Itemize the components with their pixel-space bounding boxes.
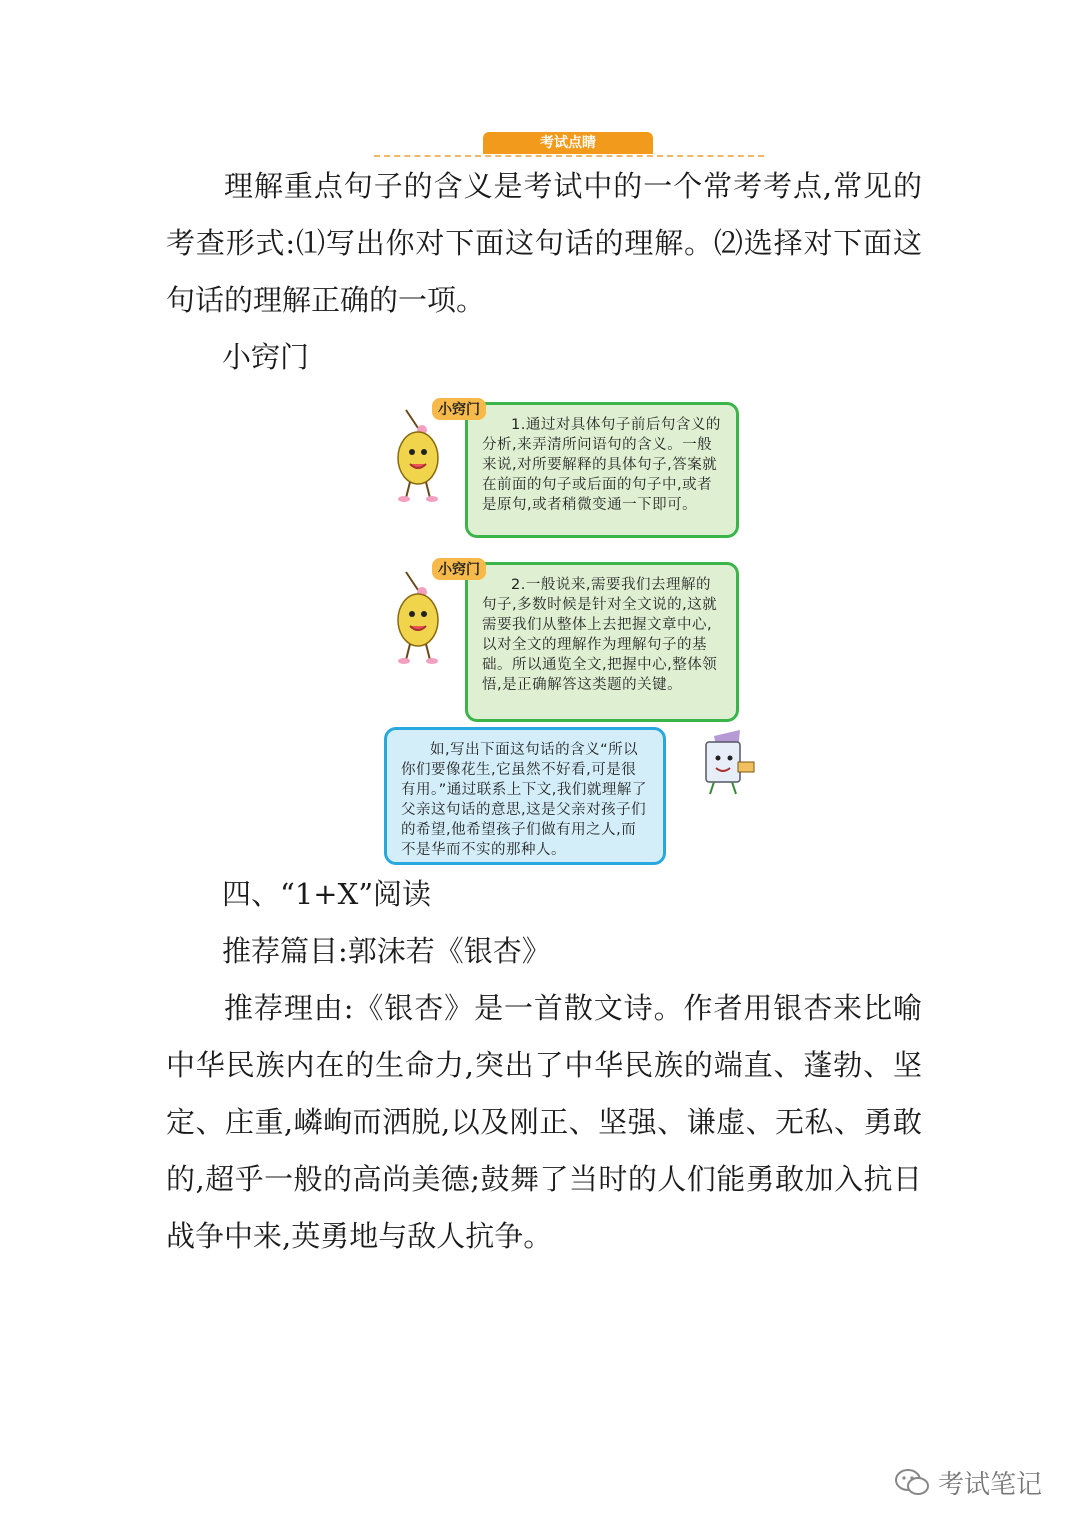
tip-box-1: [465, 402, 739, 538]
pear-mascot-icon: [388, 408, 456, 504]
tips-heading: 小窍门: [222, 340, 310, 374]
tip-1-badge: 小窍门: [432, 398, 486, 420]
section-4-title: 四、“1+X”阅读: [222, 877, 432, 911]
recommend-title: 推荐篇目:郭沫若《银杏》: [222, 934, 551, 968]
example-text: 如,写出下面这句话的含义“所以你们要像花生,它虽然不好看,可是很有用。”通过联系上下文,我们就理解了父亲这句话的意思,这是父亲对孩子们的希望,他希望孩子们做有用之人,而不是华而不实的那种人。: [401, 742, 647, 858]
tip-2-text: 2.一般说来,需要我们去理解的句子,多数时候是针对全文说的,这就需要我们从整体上去把握文章中心,以对全文的理解作为理解句子的基础。所以通览全文,把握中心,整体领悟,是正确解答这类题的关键。: [482, 577, 718, 693]
tip-2-badge: 小窍门: [432, 558, 486, 580]
tag-divider: [374, 155, 764, 157]
footer-label: 考试笔记: [937, 1470, 1042, 1500]
tip-box-2: [465, 562, 739, 722]
tip-1-text: 1.通过对具体句子前后句含义的分析,来弄清所问语句的含义。一般来说,对所要解释的具体句子,答案就在前面的句子或后面的句子中,或者是原句,或者稍微变通一下即可。: [482, 417, 721, 513]
book-mascot-icon: [694, 728, 756, 798]
example-box: [384, 727, 666, 865]
wechat-icon: [894, 1468, 930, 1498]
recommend-reason: 推荐理由:《银杏》是一首散文诗。作者用银杏来比喻中华民族内在的生命力,突出了中华民族的端直、蓬勃、坚定、庄重,嶙峋而洒脱,以及刚正、坚强、谦虚、无私、勇敢的,超乎一般的高尚美德;鼓舞了当时的人们能勇敢加入抗日战争中来,英勇地与敌人抗争。: [166, 991, 922, 1253]
pear-mascot-icon: [388, 570, 456, 666]
section-tag: 考试点睛: [483, 132, 653, 154]
intro-paragraph: 理解重点句子的含义是考试中的一个常考考点,常见的考查形式:⑴写出你对下面这句话的理解。⑵选择对下面这句话的理解正确的一项。: [166, 169, 922, 317]
footer-watermark: [894, 1464, 1042, 1501]
